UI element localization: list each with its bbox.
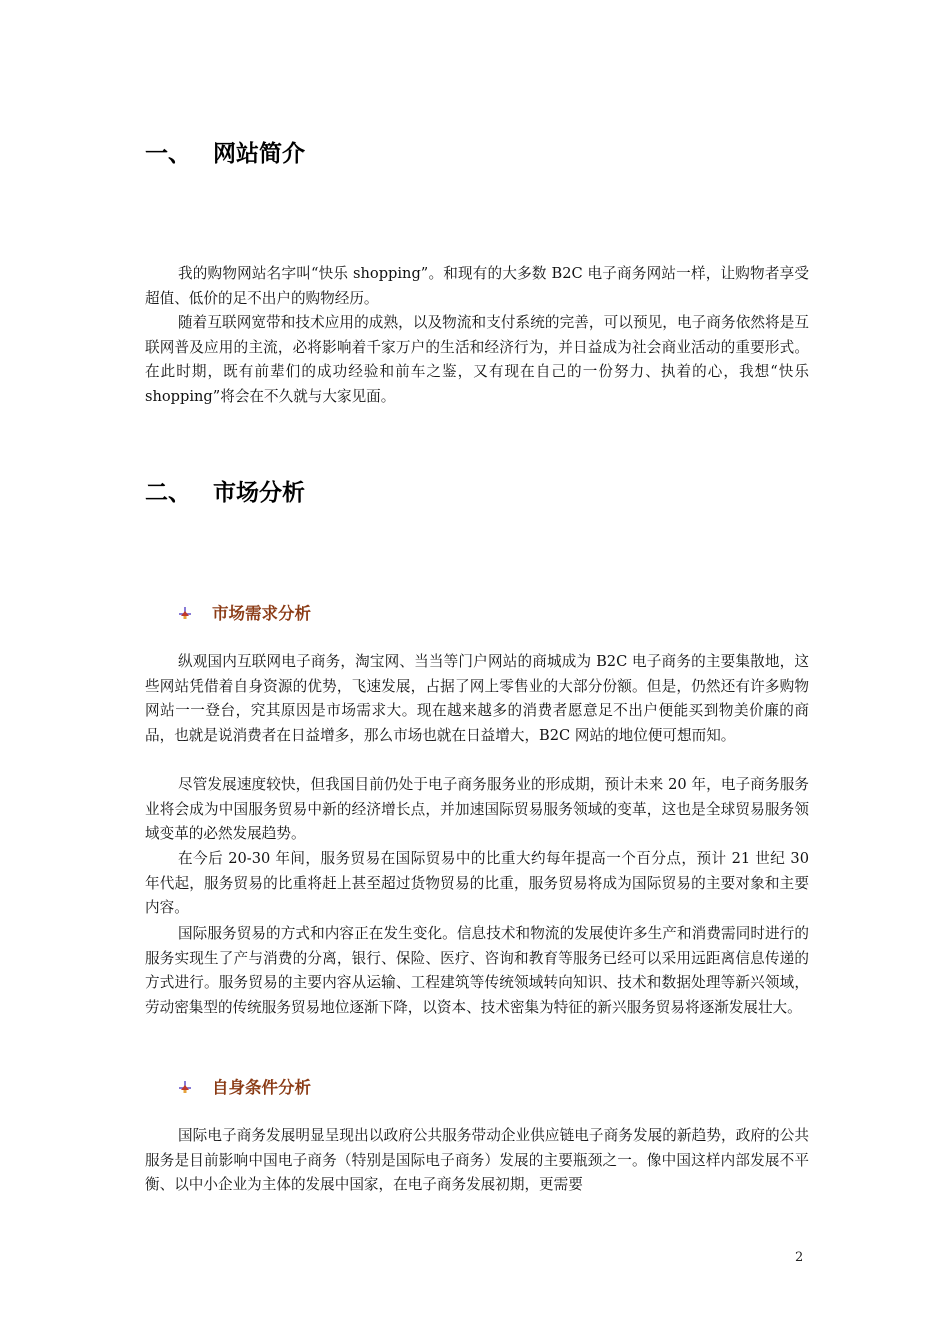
- section-number: 二、: [145, 480, 191, 506]
- subsection-heading-demand: [178, 600, 311, 624]
- section-title: 市场分析: [213, 480, 305, 506]
- paragraph: 我的购物网站名字叫“快乐 shopping”。和现有的大多数 B2C 电子商务网站一样，让购物者享受超值、低价的足不出户的购物经历。: [145, 265, 809, 307]
- paragraph: 随着互联网宽带和技术应用的成熟，以及物流和支付系统的完善，可以预见，电子商务依然将是互联网普及应用的主流，必将影响着千家万户的生活和经济行为，并日益成为社会商业活动的重要形式。在此时期，既有前辈们的成功经验和前车之鉴，又有现在自己的一份努力、执着的心，我想“快乐 shopping”将会在不久就与大家见面。: [145, 314, 809, 405]
- bullet-cross-icon: [178, 605, 192, 619]
- section-number: 一、: [145, 141, 191, 167]
- paragraph: 尽管发展速度较快，但我国目前仍处于电子商务服务业的形成期，预计未来 20 年，电子商务服务业将会成为中国服务贸易中新的经济增长点，并加速国际贸易服务领域的变革，这也是全球贸易服务领域变革的必然发展趋势。: [145, 776, 809, 843]
- paragraph: 国际服务贸易的方式和内容正在发生变化。信息技术和物流的发展使许多生产和消费需同时进行的服务实现生了产与消费的分离，银行、保险、医疗、咨询和教育等服务已经可以采用远距离信息传递的方式进行。服务贸易的主要内容从运输、工程建筑等传统领域转向知识、技术和数据处理等新兴领域，劳动密集型的传统服务贸易地位逐渐下降，以资本、技术密集为特征的新兴服务贸易将逐渐发展壮大。: [145, 925, 809, 1016]
- paragraph: 国际电子商务发展明显呈现出以政府公共服务带动企业供应链电子商务发展的新趋势，政府的公共服务是目前影响中国电子商务（特别是国际电子商务）发展的主要瓶颈之一。像中国这样内部发展不平衡、以中小企业为主体的发展中国家，在电子商务发展初期，更需要: [145, 1127, 809, 1194]
- subsection-title: 自身条件分析: [212, 1078, 311, 1097]
- subsection-heading-conditions: [178, 1074, 311, 1098]
- paragraph: 在今后 20-30 年间，服务贸易在国际贸易中的比重大约每年提高一个百分点，预计 21 世纪 30 年代起，服务贸易的比重将赶上甚至超过货物贸易的比重，服务贸易将成为国际贸易的主要对象和主要内容。: [145, 850, 809, 917]
- page-number: 2: [795, 1250, 804, 1265]
- section-heading-market: [145, 474, 305, 507]
- paragraph: 纵观国内互联网电子商务，淘宝网、当当等门户网站的商城成为 B2C 电子商务的主要集散地，这些网站凭借着自身资源的优势，飞速发展，占据了网上零售业的大部分份额。但是，仍然还有许多购物网站一一登台，究其原因是市场需求大。现在越来越多的消费者愿意足不出户便能买到物美价廉的商品，也就是说消费者在日益增多，那么市场也就在日益增大，B2C 网站的地位便可想而知。: [145, 653, 809, 744]
- bullet-cross-icon: [178, 1079, 192, 1093]
- subsection-title: 市场需求分析: [212, 604, 311, 623]
- section-heading-intro: [145, 135, 305, 168]
- section-title: 网站简介: [213, 141, 305, 167]
